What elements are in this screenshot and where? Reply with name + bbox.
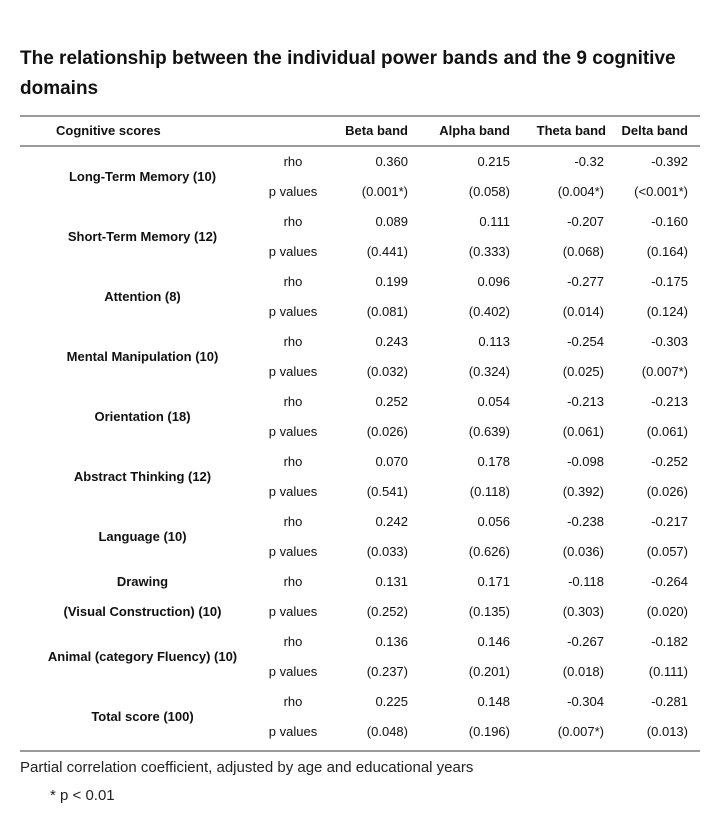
p-value-cell: (0.033) [366, 544, 408, 559]
rho-value-cell: 0.199 [375, 274, 408, 289]
footnote-significance: * p < 0.01 [50, 787, 115, 804]
rho-value-cell: 0.225 [375, 694, 408, 709]
footnote-partial-correlation: Partial correlation coefficient, adjusted by age and educational years [20, 759, 474, 776]
p-value-cell: (0.196) [468, 724, 510, 739]
header-delta-band: Delta band [621, 123, 688, 138]
p-values-label: p values [268, 424, 318, 439]
p-values-label: p values [268, 724, 318, 739]
domain-label-line1: Drawing [116, 574, 169, 589]
rho-value-cell: -0.277 [567, 274, 604, 289]
p-value-cell: (0.061) [646, 424, 688, 439]
p-value-cell: (0.303) [562, 604, 604, 619]
p-value-cell: (0.441) [366, 244, 408, 259]
domain-label: Long-Term Memory (10) [68, 169, 217, 184]
table-top-rule [20, 115, 700, 117]
p-value-cell: (0.252) [366, 604, 408, 619]
p-value-cell: (0.048) [366, 724, 408, 739]
domain-label: Short-Term Memory (12) [67, 229, 218, 244]
p-value-cell: (0.032) [366, 364, 408, 379]
domain-label: Total score (100) [91, 709, 194, 724]
p-value-cell: (0.058) [468, 184, 510, 199]
rho-value-cell: -0.160 [651, 214, 688, 229]
rho-label: rho [283, 334, 303, 349]
p-value-cell: (0.004*) [557, 184, 604, 199]
rho-value-cell: 0.171 [477, 574, 510, 589]
table-title: The relationship between the individual power bands and the 9 cognitive domains [20, 48, 676, 99]
rho-value-cell: 0.178 [477, 454, 510, 469]
p-value-cell: (0.025) [562, 364, 604, 379]
rho-value-cell: 0.070 [375, 454, 408, 469]
rho-label: rho [283, 634, 303, 649]
p-values-label: p values [268, 244, 318, 259]
p-value-cell: (0.014) [562, 304, 604, 319]
rho-label: rho [283, 154, 303, 169]
rho-value-cell: 0.056 [477, 514, 510, 529]
p-value-cell: (0.111) [648, 664, 688, 679]
p-values-label: p values [268, 364, 318, 379]
p-value-cell: (0.020) [646, 604, 688, 619]
p-value-cell: (0.026) [646, 484, 688, 499]
p-values-label: p values [268, 664, 318, 679]
rho-value-cell: -0.213 [651, 394, 688, 409]
rho-value-cell: 0.096 [477, 274, 510, 289]
rho-value-cell: -0.238 [567, 514, 604, 529]
rho-value-cell: -0.217 [651, 514, 688, 529]
rho-value-cell: 0.215 [477, 154, 510, 169]
p-value-cell: (0.333) [468, 244, 510, 259]
rho-value-cell: 0.360 [375, 154, 408, 169]
rho-value-cell: 0.054 [477, 394, 510, 409]
p-value-cell: (0.026) [366, 424, 408, 439]
p-value-cell: (0.001*) [361, 184, 408, 199]
header-beta-band: Beta band [345, 123, 408, 138]
p-value-cell: (0.626) [468, 544, 510, 559]
header-theta-band: Theta band [536, 123, 606, 138]
rho-label: rho [283, 514, 303, 529]
p-values-label: p values [268, 544, 318, 559]
p-value-cell: (0.036) [562, 544, 604, 559]
rho-value-cell: -0.32 [574, 154, 604, 169]
p-value-cell: (0.639) [468, 424, 510, 439]
p-value-cell: (0.324) [468, 364, 510, 379]
rho-value-cell: -0.175 [651, 274, 688, 289]
rho-label: rho [283, 214, 303, 229]
rho-value-cell: -0.281 [651, 694, 688, 709]
domain-label: Mental Manipulation (10) [66, 349, 219, 364]
rho-value-cell: 0.146 [477, 634, 510, 649]
p-value-cell: (0.068) [562, 244, 604, 259]
domain-label: Attention (8) [104, 289, 181, 304]
rho-value-cell: -0.182 [651, 634, 688, 649]
p-value-cell: (<0.001*) [634, 184, 688, 199]
rho-value-cell: -0.207 [567, 214, 604, 229]
rho-label: rho [283, 454, 303, 469]
rho-value-cell: -0.303 [651, 334, 688, 349]
p-values-label: p values [268, 484, 318, 499]
domain-label-line2: (Visual Construction) (10) [63, 604, 222, 619]
rho-value-cell: -0.213 [567, 394, 604, 409]
header-alpha-band: Alpha band [439, 123, 510, 138]
rho-label: rho [283, 274, 303, 289]
domain-label: Abstract Thinking (12) [73, 469, 212, 484]
rho-value-cell: 0.089 [375, 214, 408, 229]
rho-value-cell: 0.252 [375, 394, 408, 409]
p-value-cell: (0.007*) [557, 724, 604, 739]
domain-label [30, 573, 255, 621]
rho-value-cell: -0.267 [567, 634, 604, 649]
header-cognitive-scores: Cognitive scores [56, 123, 161, 138]
p-values-label: p values [268, 304, 318, 319]
p-value-cell: (0.201) [468, 664, 510, 679]
header-bottom-rule [20, 145, 700, 147]
p-value-cell: (0.057) [646, 544, 688, 559]
p-value-cell: (0.392) [562, 484, 604, 499]
rho-value-cell: 0.242 [375, 514, 408, 529]
rho-value-cell: 0.243 [375, 334, 408, 349]
rho-value-cell: -0.304 [567, 694, 604, 709]
p-value-cell: (0.061) [562, 424, 604, 439]
p-value-cell: (0.164) [646, 244, 688, 259]
domain-label: Orientation (18) [94, 409, 191, 424]
p-value-cell: (0.118) [469, 484, 510, 499]
p-values-label: p values [268, 184, 318, 199]
rho-value-cell: 0.148 [477, 694, 510, 709]
p-value-cell: (0.013) [646, 724, 688, 739]
p-value-cell: (0.007*) [641, 364, 688, 379]
domain-label: Language (10) [98, 529, 187, 544]
p-value-cell: (0.018) [562, 664, 604, 679]
rho-value-cell: -0.392 [651, 154, 688, 169]
p-value-cell: (0.402) [468, 304, 510, 319]
p-value-cell: (0.124) [646, 304, 688, 319]
rho-value-cell: 0.136 [375, 634, 408, 649]
rho-label: rho [283, 574, 303, 589]
rho-value-cell: -0.264 [651, 574, 688, 589]
p-values-label: p values [268, 604, 318, 619]
p-value-cell: (0.135) [468, 604, 510, 619]
rho-value-cell: -0.252 [651, 454, 688, 469]
p-value-cell: (0.081) [366, 304, 408, 319]
rho-value-cell: 0.111 [479, 214, 510, 229]
rho-value-cell: -0.098 [567, 454, 604, 469]
p-value-cell: (0.541) [366, 484, 408, 499]
rho-label: rho [283, 694, 303, 709]
rho-value-cell: -0.254 [567, 334, 604, 349]
rho-value-cell: 0.113 [478, 334, 510, 349]
table-bottom-rule [20, 750, 700, 752]
rho-label: rho [283, 394, 303, 409]
rho-value-cell: -0.118 [568, 574, 604, 589]
rho-value-cell: 0.131 [375, 574, 408, 589]
p-value-cell: (0.237) [366, 664, 408, 679]
domain-label: Animal (category Fluency) (10) [47, 649, 238, 664]
